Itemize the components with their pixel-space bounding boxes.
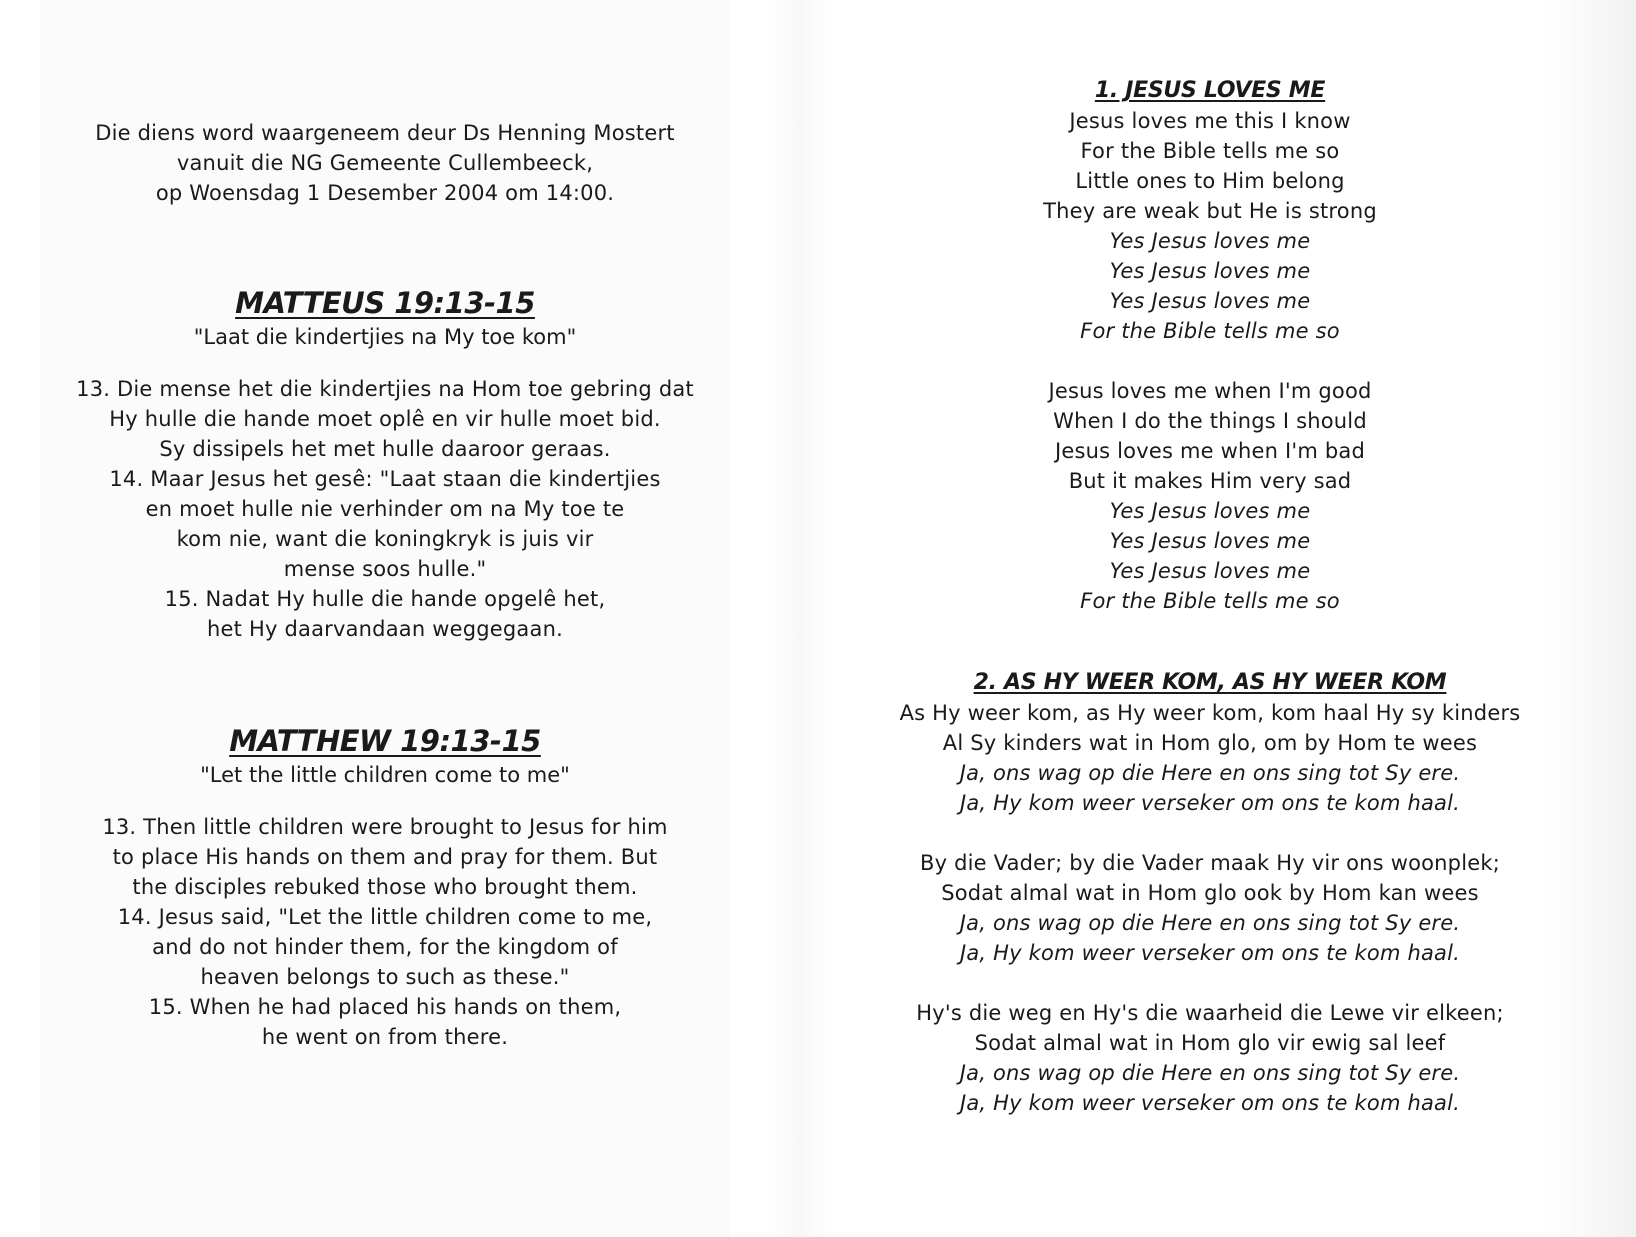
- lyric-line: Jesus loves me this I know: [1069, 109, 1351, 133]
- verse-line: he went on from there.: [261, 1025, 509, 1049]
- verse-line: 13. Die mense het die kindertjies na Hom toe gebring dat: [76, 377, 694, 401]
- service-intro: [40, 118, 730, 208]
- afrikaans-reading-subtitle: "Laat die kindertjies na My toe kom": [193, 325, 577, 349]
- refrain-line: Ja, Hy kom weer verseker om ons te kom haal.: [959, 791, 1461, 815]
- refrain-line: Ja, ons wag op die Here en ons sing tot Sy ere.: [959, 1061, 1461, 1085]
- refrain-line: Ja, Hy kom weer verseker om ons te kom haal.: [959, 941, 1461, 965]
- verse-line: mense soos hulle.": [283, 557, 487, 581]
- english-reading-subtitle: "Let the little children come to me": [200, 763, 570, 787]
- refrain-line: Ja, Hy kom weer verseker om ons te kom haal.: [959, 1091, 1461, 1115]
- lyric-line: Little ones to Him belong: [1075, 169, 1345, 193]
- verse-line: and do not hinder them, for the kingdom of: [152, 935, 618, 959]
- song-as-hy-weer-kom: [870, 668, 1550, 1118]
- right-page: [870, 0, 1550, 1237]
- lyric-line: Hy's die weg en Hy's die waarheid die Lewe vir elkeen;: [916, 1001, 1504, 1025]
- verse-line: the disciples rebuked those who brought them.: [132, 875, 638, 899]
- spacer: [40, 790, 730, 812]
- chorus-line: For the Bible tells me so: [1080, 319, 1340, 343]
- lyric-line: As Hy weer kom, as Hy weer kom, kom haal Hy sy kinders: [899, 701, 1521, 725]
- verse-line: 15. Nadat Hy hulle die hande opgelê het,: [164, 587, 606, 611]
- lyric-line: But it makes Him very sad: [1068, 469, 1352, 493]
- refrain-line: Ja, ons wag op die Here en ons sing tot Sy ere.: [959, 761, 1461, 785]
- verse-line: kom nie, want die koningkryk is juis vir: [176, 527, 594, 551]
- page-edge-shadow: [1546, 0, 1636, 1237]
- song-title: 1. JESUS LOVES ME: [1094, 78, 1326, 103]
- chorus-line: For the Bible tells me so: [1080, 589, 1340, 613]
- lyric-line: Jesus loves me when I'm bad: [1054, 439, 1366, 463]
- spacer: [870, 968, 1550, 998]
- song-jesus-loves-me: [870, 76, 1550, 616]
- lyric-line: Al Sy kinders wat in Hom glo, om by Hom te wees: [942, 731, 1478, 755]
- verse-line: 14. Maar Jesus het gesê: "Laat staan die kindertjies: [109, 467, 661, 491]
- verse-line: het Hy daarvandaan weggegaan.: [207, 617, 563, 641]
- chorus-line: Yes Jesus loves me: [1109, 529, 1311, 553]
- intro-line: vanuit die NG Gemeente Cullembeeck,: [176, 151, 594, 175]
- chorus-line: Yes Jesus loves me: [1109, 289, 1311, 313]
- intro-line: Die diens word waargeneem deur Ds Henning Mostert: [95, 121, 675, 145]
- verse-line: Sy dissipels het met hulle daaroor geraas.: [159, 437, 611, 461]
- english-reading-heading: MATTHEW 19:13-15: [229, 724, 541, 758]
- verse-line: 13. Then little children were brought to Jesus for him: [102, 815, 668, 839]
- lyric-line: They are weak but He is strong: [1043, 199, 1377, 223]
- english-reading: [40, 722, 730, 1052]
- chorus-line: Yes Jesus loves me: [1109, 499, 1311, 523]
- verse-line: heaven belongs to such as these.": [200, 965, 570, 989]
- lyric-line: Jesus loves me when I'm good: [1048, 379, 1372, 403]
- intro-line: op Woensdag 1 Desember 2004 om 14:00.: [155, 181, 615, 205]
- refrain-line: Ja, ons wag op die Here en ons sing tot Sy ere.: [959, 911, 1461, 935]
- verse-line: 14. Jesus said, "Let the little children come to me,: [117, 905, 653, 929]
- verse-line: 15. When he had placed his hands on them,: [148, 995, 622, 1019]
- verse-line: Hy hulle die hande moet oplê en vir hulle moet bid.: [109, 407, 661, 431]
- song-title: 2. AS HY WEER KOM, AS HY WEER KOM: [973, 670, 1447, 695]
- lyric-line: Sodat almal wat in Hom glo ook by Hom kan wees: [941, 881, 1479, 905]
- verse-line: en moet hulle nie verhinder om na My toe te: [145, 497, 625, 521]
- lyric-line: By die Vader; by die Vader maak Hy vir ons woonplek;: [919, 851, 1501, 875]
- left-page: [40, 0, 730, 1237]
- afrikaans-reading-heading: MATTEUS 19:13-15: [235, 286, 535, 320]
- lyric-line: When I do the things I should: [1053, 409, 1367, 433]
- spacer: [40, 352, 730, 374]
- spacer: [870, 346, 1550, 376]
- chorus-line: Yes Jesus loves me: [1109, 229, 1311, 253]
- chorus-line: Yes Jesus loves me: [1109, 559, 1311, 583]
- lyric-line: Sodat almal wat in Hom glo vir ewig sal leef: [974, 1031, 1446, 1055]
- verse-line: to place His hands on them and pray for them. But: [112, 845, 658, 869]
- afrikaans-reading: [40, 284, 730, 644]
- page-fold: [770, 0, 830, 1237]
- spacer: [870, 818, 1550, 848]
- lyric-line: For the Bible tells me so: [1080, 139, 1340, 163]
- chorus-line: Yes Jesus loves me: [1109, 259, 1311, 283]
